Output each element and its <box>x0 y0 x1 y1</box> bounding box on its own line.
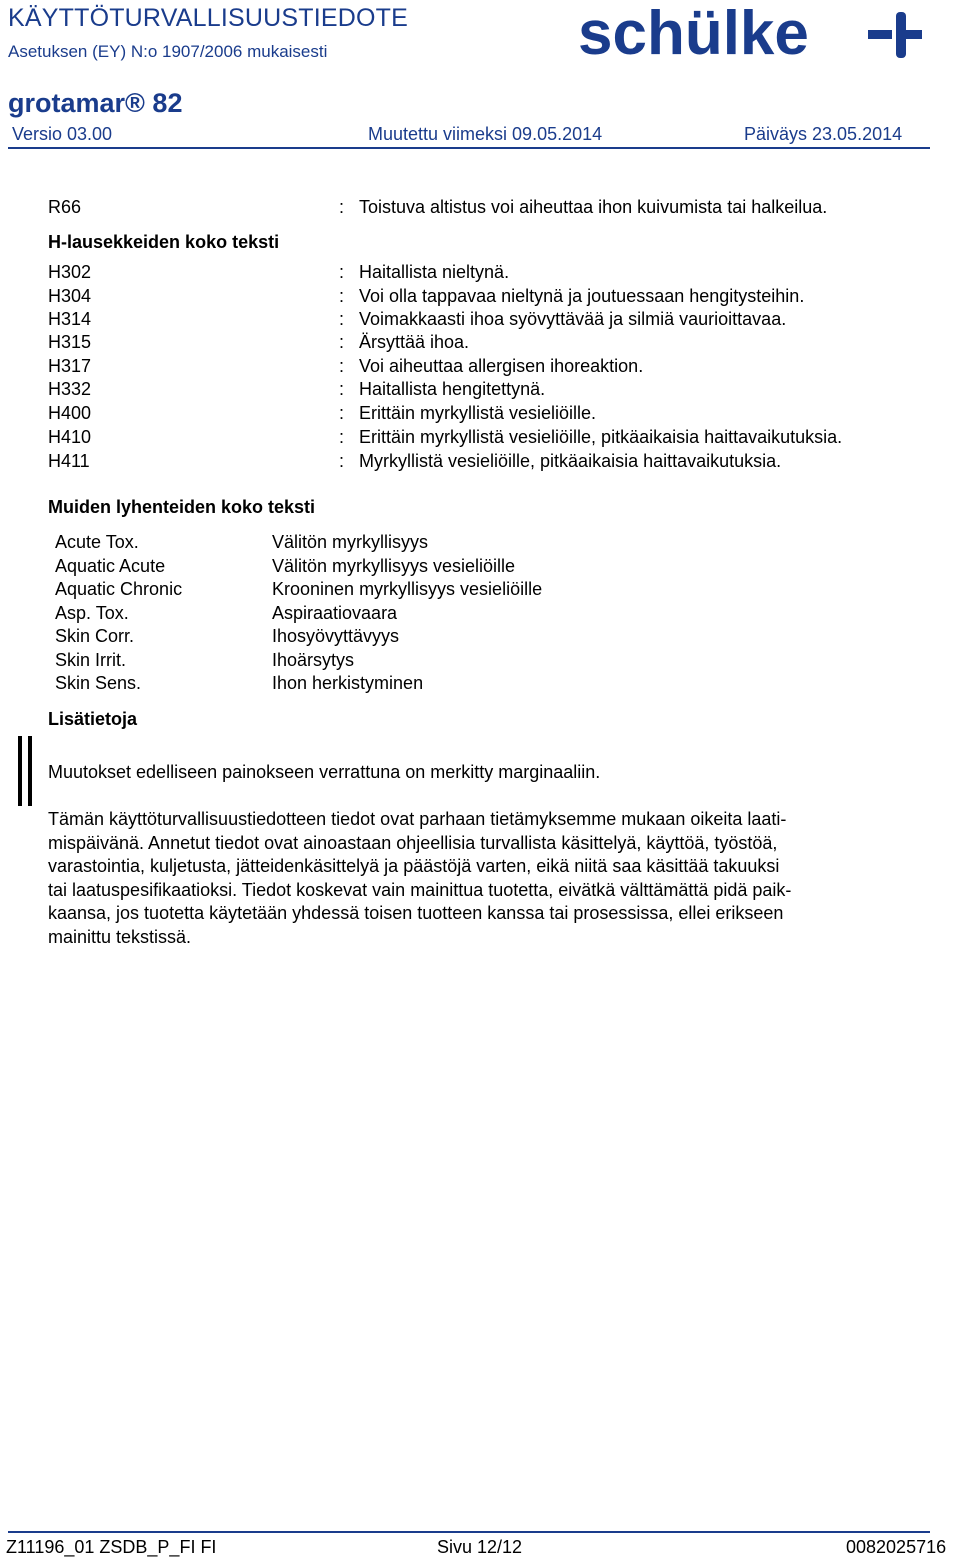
h-statement-text: Erittäin myrkyllistä vesieliöille. <box>359 403 597 423</box>
r-phrase-text: Toistuva altistus voi aiheuttaa ihon kuivumista tai halkeilua. <box>359 197 828 217</box>
h-statement-colon: : <box>339 286 345 306</box>
abbreviation: Skin Irrit. <box>55 650 127 670</box>
abbreviation: Aquatic Chronic <box>55 579 183 599</box>
disclaimer-line: tai laatuspesifikaatioksi. Tiedot koskevat vain mainittua tuotetta, eivätkä välttämättä pidä paik- <box>48 879 792 900</box>
h-statement-text: Voi olla tappavaa nieltynä ja joutuessaan hengitysteihin. <box>359 286 805 306</box>
r-phrase-colon: : <box>339 197 345 217</box>
h-statement-colon: : <box>339 356 345 376</box>
abbreviation: Skin Corr. <box>55 626 135 646</box>
issue-date: Päiväys 23.05.2014 <box>744 124 903 144</box>
h-statement-code: H304 <box>48 286 92 306</box>
h-statement-code: H411 <box>48 451 90 471</box>
h-statement-text: Voimakkaasti ihoa syövyttävää ja silmiä vaurioittavaa. <box>359 309 787 329</box>
version-label: Versio 03.00 <box>12 124 113 144</box>
abbreviation-text: Krooninen myrkyllisyys vesieliöille <box>272 579 543 599</box>
r-phrase-code: R66 <box>48 197 82 217</box>
h-statement-colon: : <box>339 403 345 423</box>
h-statement-text: Ärsyttää ihoa. <box>359 332 470 352</box>
abbreviations-heading: Muiden lyhenteiden koko teksti <box>48 497 316 517</box>
disclaimer-paragraph <box>48 808 898 950</box>
change-marker-bar <box>28 736 32 806</box>
h-statement-text: Haitallista nieltynä. <box>359 262 510 282</box>
abbreviation: Aquatic Acute <box>55 556 166 576</box>
h-statements-heading: H-lausekkeiden koko teksti <box>48 232 280 252</box>
h-statement-code: H332 <box>48 379 92 399</box>
abbreviation-text: Aspiraatiovaara <box>272 603 398 623</box>
h-statement-text: Voi aiheuttaa allergisen ihoreaktion. <box>359 356 644 376</box>
abbreviation-text: Ihoärsytys <box>272 650 355 670</box>
additional-info-heading: Lisätietoja <box>48 709 138 729</box>
logo-symbol-cross <box>896 30 922 39</box>
h-statement-code: H302 <box>48 262 92 282</box>
schulke-logo <box>578 0 928 70</box>
footer-reference-number: 0082025716 <box>846 1537 947 1557</box>
h-statement-text: Haitallista hengitettynä. <box>359 379 546 399</box>
h-statement-colon: : <box>339 451 345 471</box>
h-statement-code: H314 <box>48 309 92 329</box>
abbreviation-text: Välitön myrkyllisyys vesieliöille <box>272 556 516 576</box>
h-statement-text: Myrkyllistä vesieliöille, pitkäaikaisia haittavaikutuksia. <box>359 451 782 471</box>
h-statement-colon: : <box>339 379 345 399</box>
abbreviation: Asp. Tox. <box>55 603 129 623</box>
h-statement-code: H410 <box>48 427 92 447</box>
changes-note: Muutokset edelliseen painokseen verrattuna on merkitty marginaaliin. <box>48 762 601 782</box>
abbreviation-text: Ihon herkistyminen <box>272 673 424 693</box>
h-statement-code: H315 <box>48 332 92 352</box>
logo-wordmark: schülke <box>578 0 809 68</box>
footer-divider <box>8 1531 930 1533</box>
change-marker-bar <box>18 736 22 806</box>
h-statement-text: Erittäin myrkyllistä vesieliöille, pitkäaikaisia haittavaikutuksia. <box>359 427 843 447</box>
footer-page-number: Sivu 12/12 <box>437 1537 523 1557</box>
logo-symbol-dash <box>868 30 892 39</box>
footer-document-code: Z11196_01 ZSDB_P_FI FI <box>6 1537 217 1557</box>
disclaimer-line: mispäivänä. Annetut tiedot ovat ainoastaan ohjeellisia turvallista käsittelyä, käyttöä, työstöä, <box>48 832 778 853</box>
regulation-subtitle: Asetuksen (EY) N:o 1907/2006 mukaisesti <box>8 42 328 61</box>
h-statement-colon: : <box>339 309 345 329</box>
header-divider <box>8 147 930 149</box>
h-statement-colon: : <box>339 262 345 282</box>
disclaimer-line: kaansa, jos tuotetta käytetään yhdessä toisen tuotteen kanssa tai prosessissa, ellei erikseen <box>48 903 784 924</box>
abbreviation: Acute Tox. <box>55 532 139 552</box>
abbreviation: Skin Sens. <box>55 673 142 693</box>
document-title: KÄYTTÖTURVALLISUUSTIEDOTE <box>8 4 408 32</box>
h-statement-colon: : <box>339 332 345 352</box>
h-statement-code: H317 <box>48 356 92 376</box>
product-name: grotamar® 82 <box>8 88 183 118</box>
disclaimer-line: varastointia, kuljetusta, jätteidenkäsittelyä ja päästöjä varten, eikä niitä saa käsittää takuuksi <box>48 856 780 877</box>
abbreviation-text: Välitön myrkyllisyys <box>272 532 429 552</box>
disclaimer-line: Tämän käyttöturvallisuustiedotteen tiedot ovat parhaan tietämyksemme mukaan oikeita laati- <box>48 809 787 829</box>
disclaimer-line: mainittu tekstissä. <box>48 926 192 947</box>
modified-date: Muutettu viimeksi 09.05.2014 <box>368 124 603 144</box>
h-statement-code: H400 <box>48 403 92 423</box>
abbreviation-text: Ihosyövyttävyys <box>272 626 400 646</box>
h-statement-colon: : <box>339 427 345 447</box>
